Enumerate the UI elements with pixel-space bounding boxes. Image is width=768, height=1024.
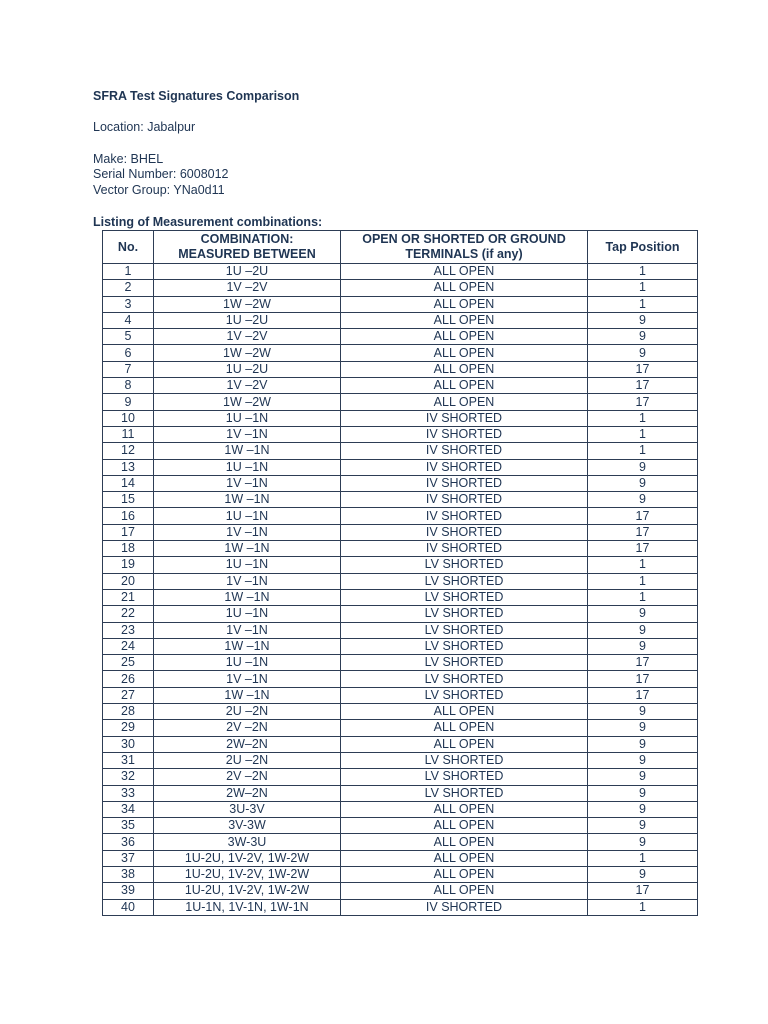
- table-row: [103, 606, 698, 622]
- header-terminals: [341, 231, 588, 264]
- table-row: [103, 671, 698, 687]
- cell-combination: 1W –1N: [154, 492, 341, 508]
- cell-terminals: LV SHORTED: [341, 671, 588, 687]
- cell-tap-position: 17: [588, 378, 698, 394]
- cell-terminals: IV SHORTED: [341, 410, 588, 426]
- cell-no: 38: [103, 866, 154, 882]
- cell-terminals: IV SHORTED: [341, 459, 588, 475]
- listing-heading: Listing of Measurement combinations:: [93, 215, 323, 229]
- cell-terminals: ALL OPEN: [341, 329, 588, 345]
- cell-terminals: ALL OPEN: [341, 736, 588, 752]
- cell-no: 10: [103, 410, 154, 426]
- cell-tap-position: 17: [588, 394, 698, 410]
- cell-terminals: ALL OPEN: [341, 834, 588, 850]
- cell-combination: 1W –1N: [154, 443, 341, 459]
- table-row: [103, 655, 698, 671]
- cell-combination: 1U –2U: [154, 312, 341, 328]
- cell-no: 6: [103, 345, 154, 361]
- cell-terminals: ALL OPEN: [341, 264, 588, 280]
- cell-combination: 2U –2N: [154, 704, 341, 720]
- cell-combination: 1W –1N: [154, 687, 341, 703]
- cell-tap-position: 17: [588, 655, 698, 671]
- cell-combination: 1V –2V: [154, 378, 341, 394]
- table-row: [103, 410, 698, 426]
- table-row: [103, 638, 698, 654]
- table-row: [103, 394, 698, 410]
- cell-combination: 1U –1N: [154, 606, 341, 622]
- header-no: No.: [103, 231, 154, 264]
- cell-tap-position: 1: [588, 589, 698, 605]
- cell-terminals: ALL OPEN: [341, 361, 588, 377]
- cell-terminals: ALL OPEN: [341, 312, 588, 328]
- cell-no: 13: [103, 459, 154, 475]
- cell-combination: 1U –2U: [154, 361, 341, 377]
- cell-no: 32: [103, 769, 154, 785]
- cell-combination: 1U-2U, 1V-2V, 1W-2W: [154, 883, 341, 899]
- table-row: [103, 834, 698, 850]
- cell-tap-position: 1: [588, 280, 698, 296]
- table-row: [103, 818, 698, 834]
- cell-combination: 1V –1N: [154, 622, 341, 638]
- cell-no: 34: [103, 801, 154, 817]
- table-row: [103, 622, 698, 638]
- cell-combination: 3V-3W: [154, 818, 341, 834]
- cell-no: 37: [103, 850, 154, 866]
- cell-combination: 1W –2W: [154, 296, 341, 312]
- cell-combination: 2V –2N: [154, 720, 341, 736]
- cell-terminals: LV SHORTED: [341, 638, 588, 654]
- cell-combination: 1W –1N: [154, 589, 341, 605]
- cell-tap-position: 9: [588, 736, 698, 752]
- cell-no: 25: [103, 655, 154, 671]
- cell-terminals: ALL OPEN: [341, 378, 588, 394]
- table-row: [103, 443, 698, 459]
- cell-combination: 1V –1N: [154, 671, 341, 687]
- cell-combination: 1U –1N: [154, 410, 341, 426]
- table-row: [103, 866, 698, 882]
- cell-terminals: ALL OPEN: [341, 818, 588, 834]
- header-combination-line2: MEASURED BETWEEN: [178, 247, 316, 261]
- cell-combination: 1U-1N, 1V-1N, 1W-1N: [154, 899, 341, 915]
- cell-terminals: ALL OPEN: [341, 345, 588, 361]
- cell-no: 26: [103, 671, 154, 687]
- cell-terminals: IV SHORTED: [341, 524, 588, 540]
- cell-no: 36: [103, 834, 154, 850]
- cell-no: 20: [103, 573, 154, 589]
- header-combination: [154, 231, 341, 264]
- cell-combination: 1V –2V: [154, 329, 341, 345]
- cell-tap-position: 1: [588, 850, 698, 866]
- table-row: [103, 704, 698, 720]
- cell-terminals: IV SHORTED: [341, 899, 588, 915]
- cell-terminals: ALL OPEN: [341, 850, 588, 866]
- table-row: [103, 329, 698, 345]
- measurement-table: [102, 230, 698, 916]
- cell-combination: 1U-2U, 1V-2V, 1W-2W: [154, 850, 341, 866]
- cell-terminals: ALL OPEN: [341, 394, 588, 410]
- table-row: [103, 492, 698, 508]
- cell-tap-position: 17: [588, 671, 698, 687]
- cell-combination: 2U –2N: [154, 752, 341, 768]
- cell-terminals: ALL OPEN: [341, 883, 588, 899]
- cell-no: 40: [103, 899, 154, 915]
- cell-tap-position: 17: [588, 541, 698, 557]
- cell-tap-position: 9: [588, 475, 698, 491]
- cell-tap-position: 17: [588, 361, 698, 377]
- cell-no: 19: [103, 557, 154, 573]
- cell-terminals: ALL OPEN: [341, 704, 588, 720]
- cell-tap-position: 9: [588, 769, 698, 785]
- table-row: [103, 524, 698, 540]
- cell-no: 22: [103, 606, 154, 622]
- cell-terminals: ALL OPEN: [341, 720, 588, 736]
- table-row: [103, 785, 698, 801]
- cell-tap-position: 1: [588, 426, 698, 442]
- table-body: [103, 264, 698, 916]
- document-title: SFRA Test Signatures Comparison: [93, 89, 300, 103]
- cell-combination: 1W –1N: [154, 638, 341, 654]
- cell-tap-position: 17: [588, 524, 698, 540]
- cell-terminals: LV SHORTED: [341, 606, 588, 622]
- cell-terminals: LV SHORTED: [341, 589, 588, 605]
- cell-combination: 1U –1N: [154, 508, 341, 524]
- cell-terminals: LV SHORTED: [341, 573, 588, 589]
- table-row: [103, 752, 698, 768]
- cell-terminals: IV SHORTED: [341, 426, 588, 442]
- cell-tap-position: 9: [588, 704, 698, 720]
- table-row: [103, 769, 698, 785]
- table-row: [103, 475, 698, 491]
- cell-terminals: LV SHORTED: [341, 622, 588, 638]
- cell-tap-position: 9: [588, 312, 698, 328]
- cell-combination: 1W –2W: [154, 345, 341, 361]
- cell-no: 17: [103, 524, 154, 540]
- cell-no: 21: [103, 589, 154, 605]
- table-row: [103, 264, 698, 280]
- table-row: [103, 573, 698, 589]
- cell-combination: 1V –2V: [154, 280, 341, 296]
- location-line: Location: Jabalpur: [93, 120, 196, 134]
- table-row: [103, 736, 698, 752]
- cell-no: 16: [103, 508, 154, 524]
- cell-tap-position: 1: [588, 557, 698, 573]
- table-row: [103, 361, 698, 377]
- cell-terminals: IV SHORTED: [341, 475, 588, 491]
- cell-no: 5: [103, 329, 154, 345]
- table-row: [103, 850, 698, 866]
- cell-combination: 1U –1N: [154, 655, 341, 671]
- table-row: [103, 508, 698, 524]
- cell-tap-position: 9: [588, 785, 698, 801]
- cell-no: 29: [103, 720, 154, 736]
- cell-no: 1: [103, 264, 154, 280]
- vector-group-line: Vector Group: YNa0d11: [93, 183, 225, 197]
- cell-tap-position: 9: [588, 622, 698, 638]
- header-terminals-line1: OPEN OR SHORTED OR GROUND: [362, 232, 566, 246]
- cell-tap-position: 9: [588, 866, 698, 882]
- cell-combination: 3U-3V: [154, 801, 341, 817]
- table-row: [103, 720, 698, 736]
- cell-combination: 2W–2N: [154, 785, 341, 801]
- cell-tap-position: 9: [588, 329, 698, 345]
- header-terminals-line2: TERMINALS (if any): [405, 247, 523, 261]
- cell-terminals: LV SHORTED: [341, 752, 588, 768]
- cell-tap-position: 9: [588, 834, 698, 850]
- cell-combination: 3W-3U: [154, 834, 341, 850]
- cell-tap-position: 1: [588, 573, 698, 589]
- cell-combination: 1V –1N: [154, 524, 341, 540]
- cell-no: 33: [103, 785, 154, 801]
- cell-tap-position: 9: [588, 801, 698, 817]
- cell-no: 28: [103, 704, 154, 720]
- cell-tap-position: 9: [588, 492, 698, 508]
- cell-no: 39: [103, 883, 154, 899]
- cell-terminals: IV SHORTED: [341, 443, 588, 459]
- cell-combination: 2V –2N: [154, 769, 341, 785]
- cell-tap-position: 17: [588, 508, 698, 524]
- cell-tap-position: 1: [588, 899, 698, 915]
- make-line: Make: BHEL: [93, 152, 164, 166]
- table-row: [103, 296, 698, 312]
- cell-no: 31: [103, 752, 154, 768]
- table-row: [103, 280, 698, 296]
- table-row: [103, 883, 698, 899]
- cell-tap-position: 17: [588, 883, 698, 899]
- cell-tap-position: 9: [588, 752, 698, 768]
- cell-no: 15: [103, 492, 154, 508]
- cell-tap-position: 9: [588, 606, 698, 622]
- cell-no: 11: [103, 426, 154, 442]
- cell-terminals: LV SHORTED: [341, 655, 588, 671]
- cell-combination: 1U –2U: [154, 264, 341, 280]
- cell-no: 8: [103, 378, 154, 394]
- table-row: [103, 589, 698, 605]
- cell-no: 23: [103, 622, 154, 638]
- cell-tap-position: 9: [588, 638, 698, 654]
- cell-terminals: LV SHORTED: [341, 687, 588, 703]
- cell-combination: 1W –2W: [154, 394, 341, 410]
- table-row: [103, 541, 698, 557]
- cell-terminals: ALL OPEN: [341, 296, 588, 312]
- cell-terminals: ALL OPEN: [341, 280, 588, 296]
- cell-terminals: ALL OPEN: [341, 866, 588, 882]
- cell-terminals: IV SHORTED: [341, 541, 588, 557]
- table-row: [103, 312, 698, 328]
- cell-no: 7: [103, 361, 154, 377]
- cell-terminals: LV SHORTED: [341, 785, 588, 801]
- cell-no: 24: [103, 638, 154, 654]
- cell-no: 14: [103, 475, 154, 491]
- cell-no: 2: [103, 280, 154, 296]
- cell-terminals: IV SHORTED: [341, 508, 588, 524]
- cell-no: 18: [103, 541, 154, 557]
- cell-tap-position: 9: [588, 345, 698, 361]
- table-row: [103, 345, 698, 361]
- table-row: [103, 687, 698, 703]
- cell-combination: 2W–2N: [154, 736, 341, 752]
- cell-terminals: IV SHORTED: [341, 492, 588, 508]
- cell-tap-position: 9: [588, 720, 698, 736]
- cell-tap-position: 17: [588, 687, 698, 703]
- cell-combination: 1W –1N: [154, 541, 341, 557]
- cell-combination: 1V –1N: [154, 426, 341, 442]
- cell-no: 35: [103, 818, 154, 834]
- cell-no: 4: [103, 312, 154, 328]
- cell-combination: 1U –1N: [154, 459, 341, 475]
- cell-terminals: ALL OPEN: [341, 801, 588, 817]
- cell-combination: 1U-2U, 1V-2V, 1W-2W: [154, 866, 341, 882]
- table-row: [103, 899, 698, 915]
- table-row: [103, 801, 698, 817]
- cell-terminals: LV SHORTED: [341, 557, 588, 573]
- table-row: [103, 378, 698, 394]
- cell-tap-position: 1: [588, 296, 698, 312]
- cell-terminals: LV SHORTED: [341, 769, 588, 785]
- cell-tap-position: 1: [588, 443, 698, 459]
- cell-no: 30: [103, 736, 154, 752]
- cell-combination: 1V –1N: [154, 573, 341, 589]
- cell-combination: 1U –1N: [154, 557, 341, 573]
- table-header-row: [103, 231, 698, 264]
- table-row: [103, 459, 698, 475]
- table-row: [103, 557, 698, 573]
- serial-number-line: Serial Number: 6008012: [93, 167, 229, 181]
- table-row: [103, 426, 698, 442]
- cell-no: 27: [103, 687, 154, 703]
- cell-tap-position: 1: [588, 264, 698, 280]
- cell-no: 12: [103, 443, 154, 459]
- cell-no: 9: [103, 394, 154, 410]
- cell-tap-position: 1: [588, 410, 698, 426]
- cell-tap-position: 9: [588, 459, 698, 475]
- header-tap-position: Tap Position: [588, 231, 698, 264]
- header-combination-line1: COMBINATION:: [200, 232, 294, 246]
- cell-combination: 1V –1N: [154, 475, 341, 491]
- cell-no: 3: [103, 296, 154, 312]
- cell-tap-position: 9: [588, 818, 698, 834]
